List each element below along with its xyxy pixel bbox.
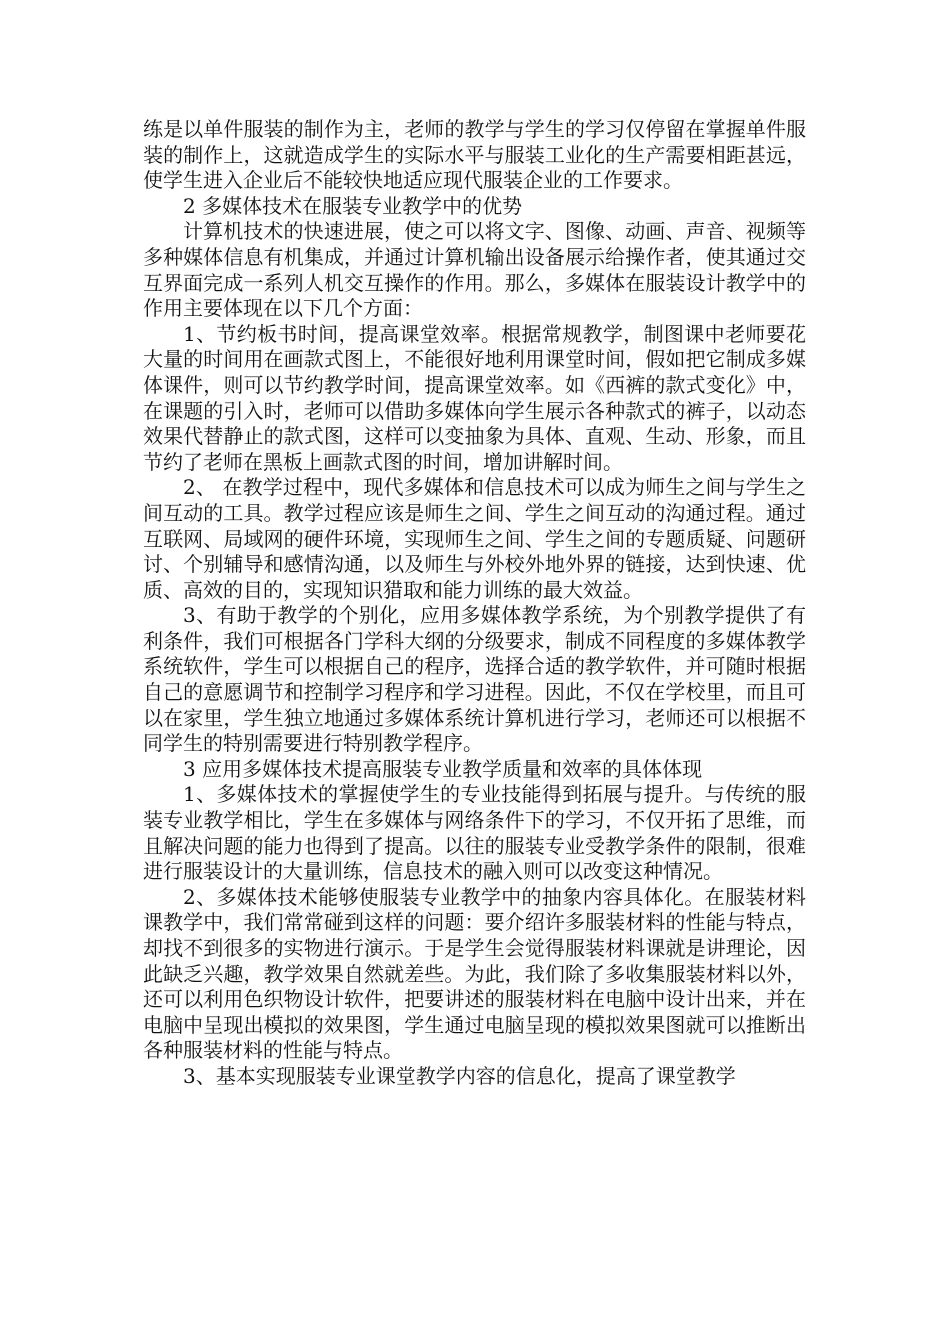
paragraph-application-1: 1、多媒体技术的掌握使学生的专业技能得到拓展与提升。与传统的服装专业教学相比，学生在多媒体与网络条件下的学习，不仅开拓了思维，而且解决问题的能力也得到了提高。以往的服装专业受教学条件的限制，很难进行服装设计的大量训练，信息技术的融入则可以改变这种情况。 <box>143 782 806 884</box>
paragraph-point-1: 1、节约板书时间，提高课堂效率。根据常规教学，制图课中老师要花大量的时间用在画款式图上，不能很好地利用课堂时间，假如把它制成多媒体课件，则可以节约教学时间，提高课堂效率。如《西裤的款式变化》中，在课题的引入时，老师可以借助多媒体向学生展示各种款式的裤子，以动态效果代替静止的款式图，这样可以变抽象为具体、直观、生动、形象，而且节约了老师在黑板上画款式图的时间，增加讲解时间。 <box>143 321 806 474</box>
paragraph-application-3: 3、基本实现服装专业课堂教学内容的信息化，提高了课堂教学 <box>183 1063 736 1088</box>
paragraph-application-2: 2、多媒体技术能够使服装专业教学中的抽象内容具体化。在服装材料课教学中，我们常常碰到这样的问题：要介绍许多服装材料的性能与特点，却找不到很多的实物进行演示。于是学生会觉得服装材料课就是讲理论，因此缺乏兴趣，教学效果自然就差些。为此，我们除了多收集服装材料以外，还可以利用色织物设计软件，把要讲述的服装材料在电脑中设计出来，并在电脑中呈现出模拟的效果图，学生通过电脑呈现的模拟效果图就可以推断出各种服装材料的性能与特点。 <box>143 884 806 1063</box>
paragraph-point-3: 3、有助于教学的个别化，应用多媒体教学系统，为个别教学提供了有利条件，我们可根据各门学科大纲的分级要求，制成不同程度的多媒体教学系统软件，学生可以根据自己的程序，选择合适的教学软件，并可随时根据自己的意愿调节和控制学习程序和学习进程。因此，不仅在学校里，而且可以在家里，学生独立地通过多媒体系统计算机进行学习，老师还可以根据不同学生的特别需要进行特别教学程序。 <box>143 603 806 756</box>
section-heading-2: 2 多媒体技术在服装专业教学中的优势 <box>183 193 523 218</box>
section-heading-3: 3 应用多媒体技术提高服装专业教学质量和效率的具体体现 <box>183 756 703 781</box>
paragraph-intro: 计算机技术的快速进展，使之可以将文字、图像、动画、声音、视频等多种媒体信息有机集成，并通过计算机输出设备展示给操作者，使其通过交互界面完成一系列人机交互操作的作用。那么，多媒体在服装设计教学中的作用主要体现在以下几个方面： <box>143 219 806 321</box>
paragraph-continuation: 练是以单件服装的制作为主，老师的教学与学生的学习仅停留在掌握单件服装的制作上，这就造成学生的实际水平与服装工业化的生产需要相距甚远，使学生进入企业后不能较快地适应现代服装企业的工作要求。 <box>143 117 806 193</box>
paragraph-point-2: 2、 在教学过程中，现代多媒体和信息技术可以成为师生之间与学生之间互动的工具。教学过程应该是师生之间、学生之间互动的沟通过程。通过互联网、局域网的硬件环境，实现师生之间、学生之间的专题质疑、问题研讨、个别辅导和感情沟通，以及师生与外校外地外界的链接，达到快速、优质、高效的目的，实现知识猎取和能力训练的最大效益。 <box>143 475 806 602</box>
document-body <box>143 117 806 1090</box>
